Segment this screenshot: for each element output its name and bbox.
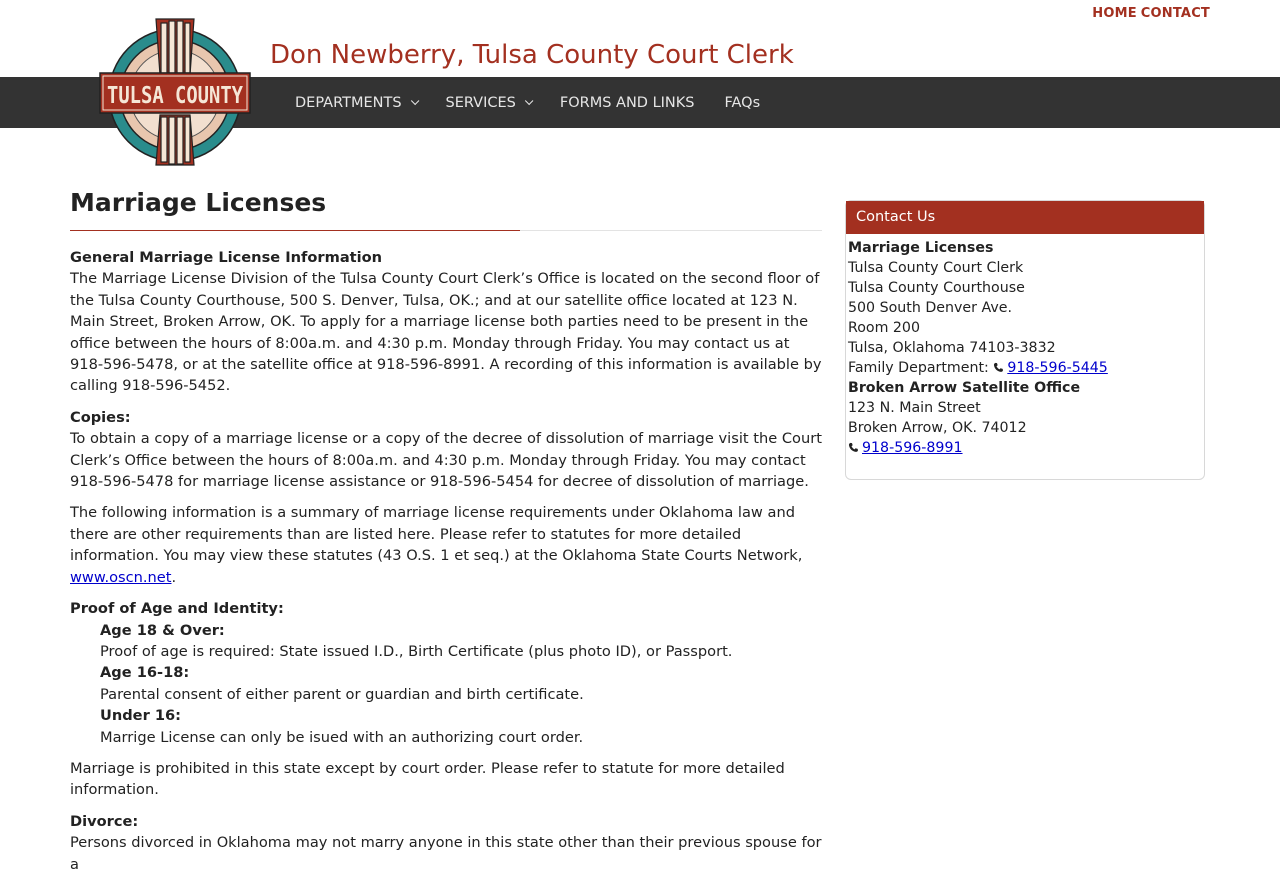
age-16-label: Age 16-18: [100, 664, 190, 682]
family-phone-link[interactable]: 918-596-5445 [1007, 360, 1108, 376]
address-line: Room 200 [848, 320, 920, 336]
contact-link[interactable]: CONTACT [1140, 6, 1210, 21]
family-department-line [848, 358, 1202, 378]
site-title[interactable]: Don Newberry, Tulsa County Court Clerk [270, 40, 794, 70]
address-line: Tulsa County Courthouse [848, 280, 1025, 296]
copies-heading: Copies: [70, 408, 131, 426]
satellite-address-line: 123 N. Main Street [848, 400, 981, 416]
phone-icon [848, 442, 859, 453]
proof-section [70, 598, 822, 748]
nav-forms-and-links[interactable] [560, 95, 695, 111]
phone-icon [993, 362, 1004, 373]
address-line: Tulsa County Court Clerk [848, 260, 1024, 276]
general-text: The Marriage License Division of the Tulsa County Court Clerk’s Office is located on the second floor of the Tulsa County Courthouse, 500 S. Denver, Tulsa, OK.; and at our satellite office located at 123 N. Main Street, Broken Arrow, OK. To apply for a marriage license both parties need to be present in the office between the hours of 8:00a.m. and 4:30 p.m. Monday through Friday. You may contact us at 918-596-5478, or at the satellite office at 918-596-8991. A recording of this information is available by calling 918-596-5452. [70, 270, 822, 395]
satellite-phone-line [848, 438, 1202, 458]
top-links [1092, 6, 1210, 21]
chevron-down-icon [410, 96, 418, 104]
satellite-title: Broken Arrow Satellite Office [848, 380, 1081, 396]
nav-services[interactable] [446, 95, 530, 111]
logo-text: TULSA COUNTY [107, 83, 244, 109]
divorce-text: Persons divorced in Oklahoma may not marry anyone in this state other than their previous spouse for a [70, 834, 822, 873]
general-section [70, 247, 822, 397]
proof-heading: Proof of Age and Identity: [70, 600, 284, 618]
office-title: Marriage Licenses [848, 240, 994, 256]
oscn-link[interactable]: www.oscn.net [70, 568, 172, 586]
page-title: Marriage Licenses [70, 188, 327, 217]
nav-departments-label: DEPARTMENTS [295, 94, 402, 111]
age-18-text: Proof of age is required: State issued I.D., Birth Certificate (plus photo ID), or Passport. [100, 642, 733, 660]
copies-text: To obtain a copy of a marriage license or a copy of the decree of dissolution of marriage visit the Court Clerk’s Office between the hours of 8:00a.m. and 4:30 p.m. Monday through Friday. You may contact 918-596-5478 for marriage license assistance or 918-596-5454 for decree of dissolution of marriage. [70, 430, 822, 491]
tulsa-county-logo[interactable] [98, 15, 252, 168]
divorce-heading: Divorce: [70, 812, 139, 830]
summary-text: The following information is a summary of marriage license requirements under Oklahoma law and there are other requirements than are listed here. Please refer to statutes for more detailed information. You may view these statutes (43 O.S. 1 et seq.) at the Oklahoma State Courts Network, [70, 504, 803, 565]
address-line: 500 South Denver Ave. [848, 300, 1012, 316]
contact-us-panel [845, 200, 1205, 480]
age-16-text: Parental consent of either parent or guardian and birth certificate. [100, 685, 584, 703]
age-18-label: Age 18 & Over: [100, 621, 225, 639]
main-content [70, 188, 822, 885]
general-heading: General Marriage License Information [70, 249, 383, 266]
contact-us-header: Contact Us [846, 201, 1204, 234]
copies-section [70, 407, 822, 493]
family-label: Family Department: [848, 360, 989, 376]
satellite-address-line: Broken Arrow, OK. 74012 [848, 420, 1027, 436]
nav-forms-label: FORMS AND LINKS [559, 94, 695, 111]
summary-end: . [171, 568, 177, 586]
nav-services-label: SERVICES [445, 94, 516, 111]
title-divider [70, 230, 822, 231]
prohibited-text: Marriage is prohibited in this state except by court order. Please refer to statute for more detailed information. [70, 759, 785, 799]
address-line: Tulsa, Oklahoma 74103-3832 [848, 340, 1056, 356]
divorce-section [70, 811, 822, 875]
chevron-down-icon [525, 96, 533, 104]
nav-faqs[interactable] [724, 95, 760, 111]
under-16-label: Under 16: [100, 707, 182, 725]
nav-faqs-label: FAQs [724, 94, 761, 111]
satellite-phone-link[interactable]: 918-596-8991 [862, 440, 963, 456]
home-link[interactable]: HOME [1092, 6, 1137, 21]
nav-departments[interactable] [295, 95, 416, 111]
under-16-text: Marrige License can only be isued with an authorizing court order. [100, 728, 584, 746]
summary-section [70, 502, 822, 588]
